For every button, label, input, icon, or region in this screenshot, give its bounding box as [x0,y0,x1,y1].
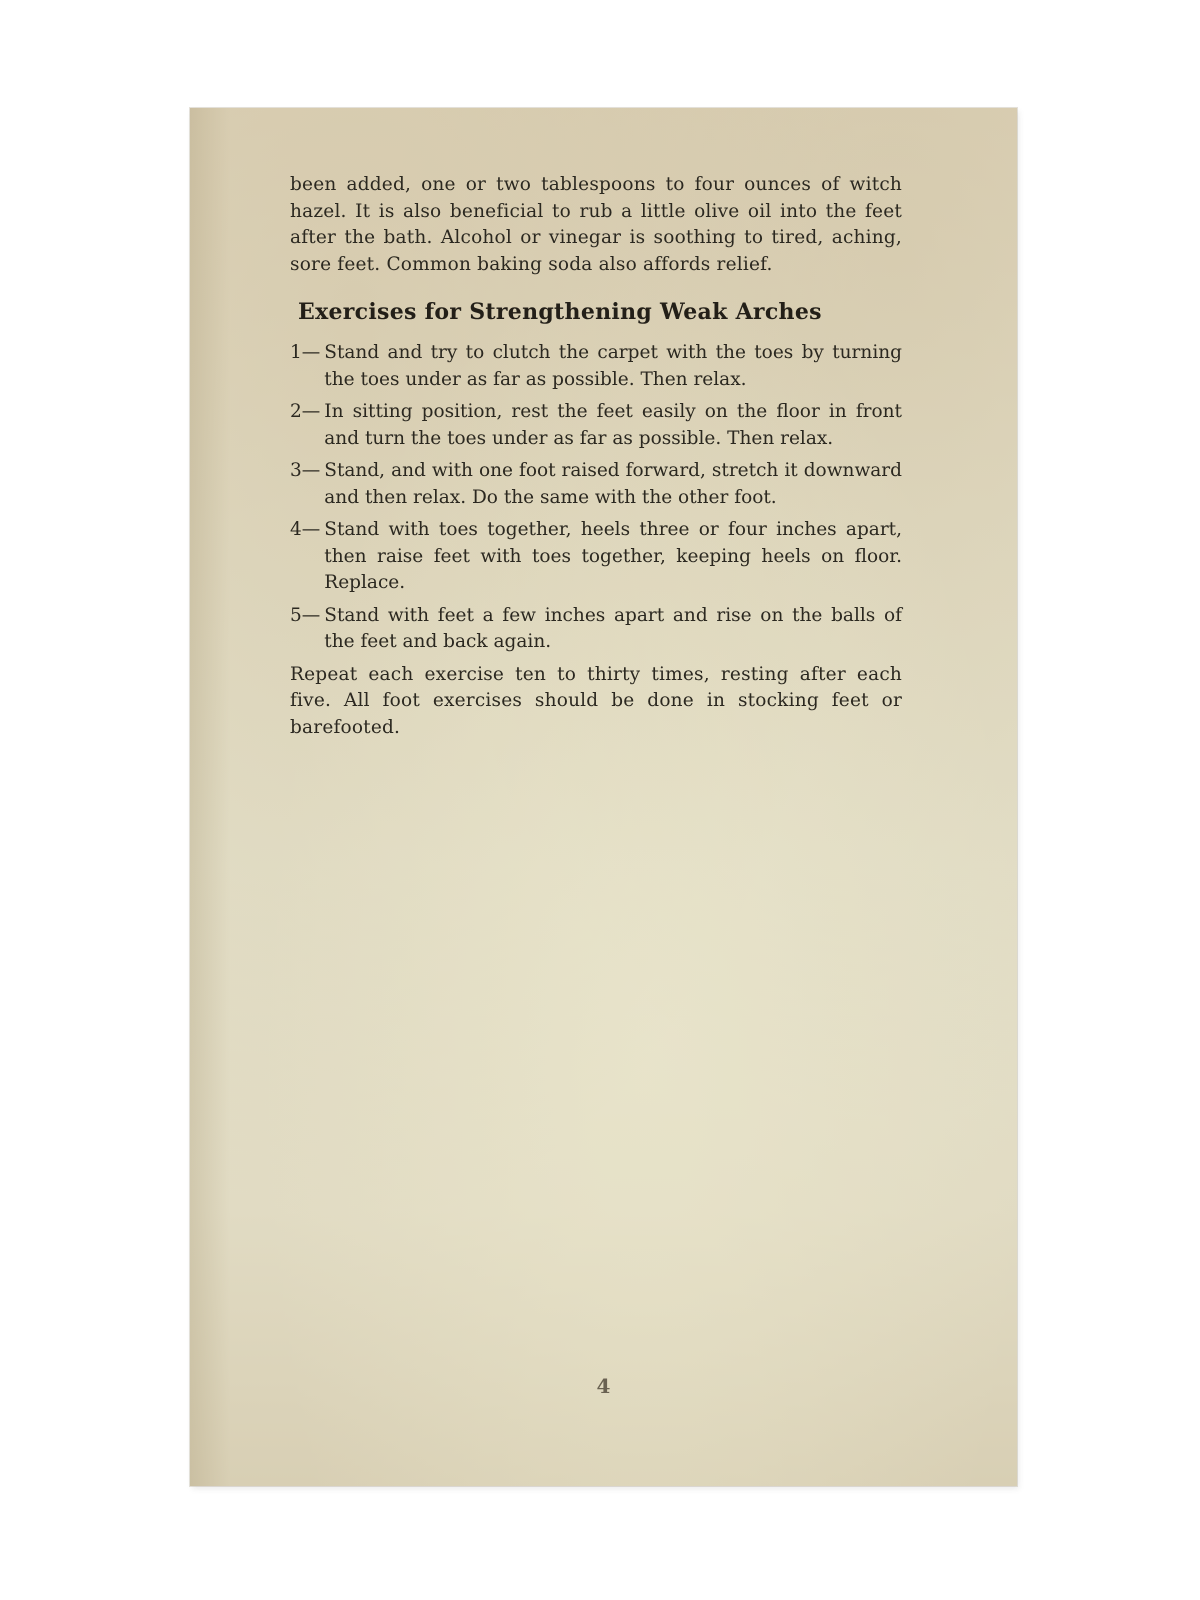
exercise-text: Stand with feet a few inches apart and rise on the balls of the feet and back again. [324,604,902,652]
intro-paragraph: been added, one or two tablespoons to four ounces of witch hazel. It is also beneficial to rub a little olive oil into the feet after the bath. Alcohol or vinegar is soothing to tired, aching, sore feet. Common baking soda also affords relief. [290,174,902,275]
exercise-text: Stand with toes together, heels three or four inches apart, then raise feet with toes together, keeping heels on floor. Replace. [324,519,902,593]
exercise-text: Stand and try to clutch the carpet with the toes by turning the toes under as far as possible. Then relax. [324,342,902,390]
exercise-number: 2— [290,401,321,422]
exercise-item [290,399,902,452]
exercise-text: In sitting position, rest the feet easily on the floor in front and turn the toes under as far as possible. Then relax. [324,401,902,449]
exercise-number: 4— [290,519,321,540]
booklet-page [190,108,1017,1486]
exercise-number: 1— [290,342,321,363]
exercise-item [290,340,902,393]
closing-paragraph: Repeat each exercise ten to thirty times, resting after each five. All foot exercises should be done in stocking feet or barefooted. [290,663,902,738]
exercise-item [290,603,902,656]
exercise-number: 5— [290,604,321,626]
exercise-item [290,517,902,597]
exercise-number: 3— [290,460,321,481]
page-text-block [290,172,902,741]
section-heading: Exercises for Strengthening Weak Arches [298,299,822,325]
page-number: 4 [596,1374,611,1398]
exercise-item [290,458,902,511]
exercise-list [290,340,902,656]
exercise-text: Stand, and with one foot raised forward, stretch it downward and then relax. Do the same with the other foot. [324,460,902,508]
page-spine-shadow [190,108,230,1486]
